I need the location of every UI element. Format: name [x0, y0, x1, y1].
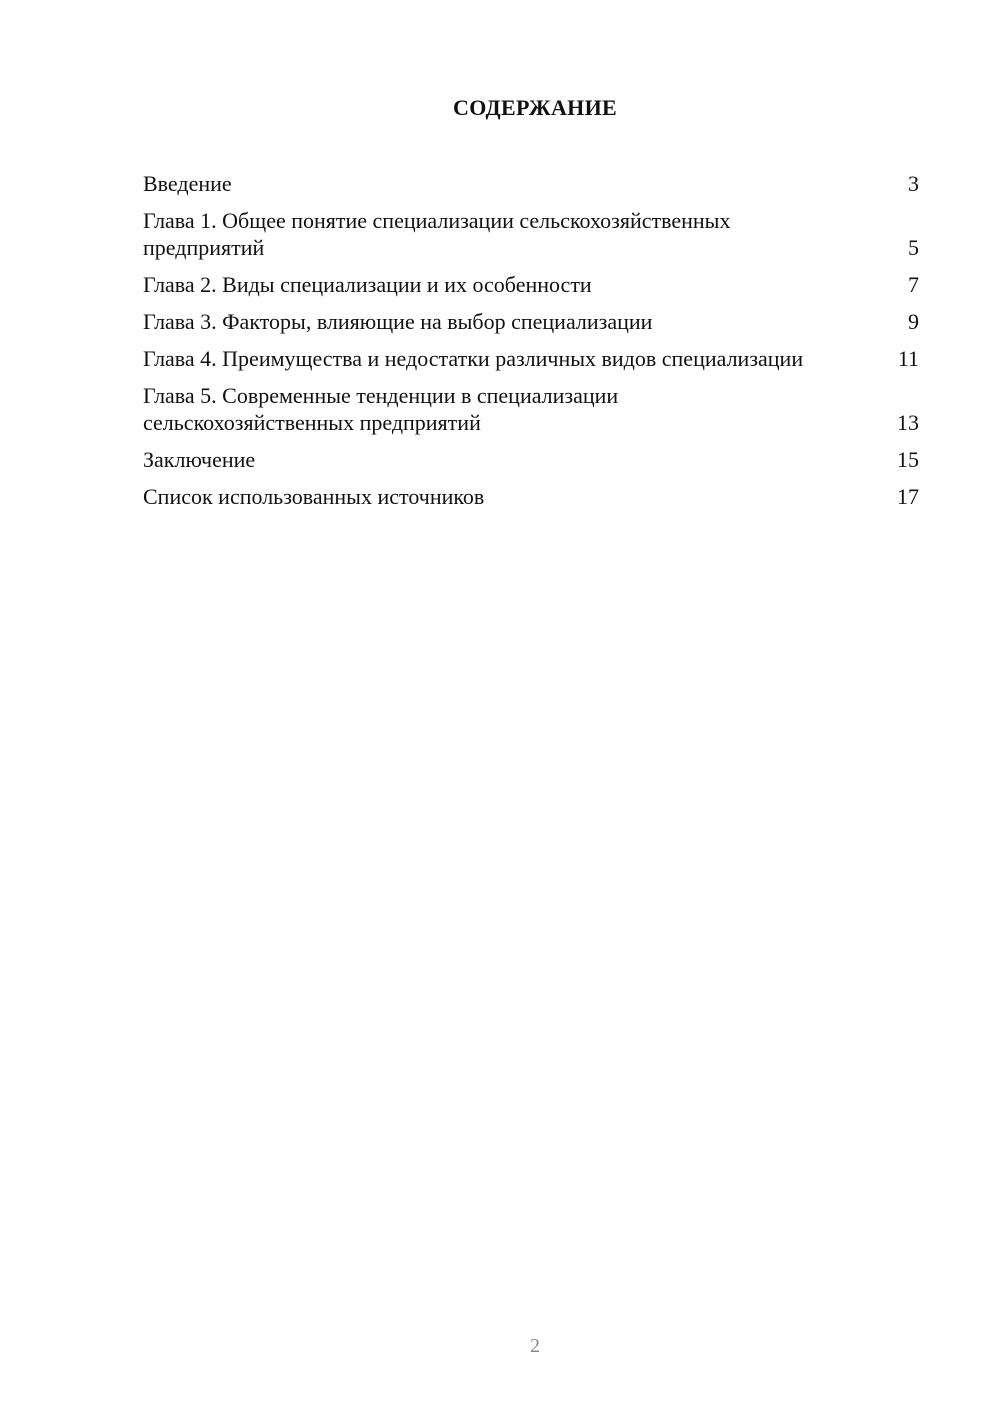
toc-item-chapter-4[interactable]: [143, 345, 919, 372]
toc-item-chapter-5[interactable]: [143, 382, 919, 436]
toc-item-title: Глава 2. Виды специализации и их особенности: [143, 272, 592, 297]
toc-item-chapter-3[interactable]: [143, 308, 919, 335]
toc-item-title: Заключение: [143, 447, 256, 472]
toc-item-references[interactable]: [143, 483, 919, 510]
toc-item-title: Введение: [143, 171, 232, 196]
toc-item-title: Глава 3. Факторы, влияющие на выбор специализации: [143, 309, 653, 334]
toc-item-page: 15: [897, 447, 919, 472]
toc-item-title: Глава 4. Преимущества и недостатки различных видов специализации: [143, 346, 804, 371]
toc-item-title: Список использованных источников: [143, 484, 485, 509]
toc-item-chapter-1[interactable]: [143, 207, 919, 261]
toc-item-chapter-2[interactable]: [143, 271, 919, 298]
toc-item-page: 5: [908, 235, 919, 260]
page-number: 2: [530, 1335, 540, 1357]
toc-item-page: 17: [897, 484, 919, 509]
toc-item-page: 11: [897, 346, 919, 371]
toc-item-page: 7: [908, 272, 919, 297]
toc-item-title: Глава 1. Общее понятие специализации сельскохозяйственных предприятий: [143, 208, 731, 260]
table-of-contents: [143, 170, 919, 520]
toc-item-page: 3: [908, 171, 919, 196]
toc-item-page: 9: [908, 309, 919, 334]
toc-item-introduction[interactable]: [143, 170, 919, 197]
toc-item-conclusion[interactable]: [143, 446, 919, 473]
page-title: СОДЕРЖАНИЕ: [453, 95, 617, 120]
toc-item-page: 13: [897, 410, 919, 435]
toc-item-title: Глава 5. Современные тенденции в специализации сельскохозяйственных предприятий: [143, 383, 619, 435]
